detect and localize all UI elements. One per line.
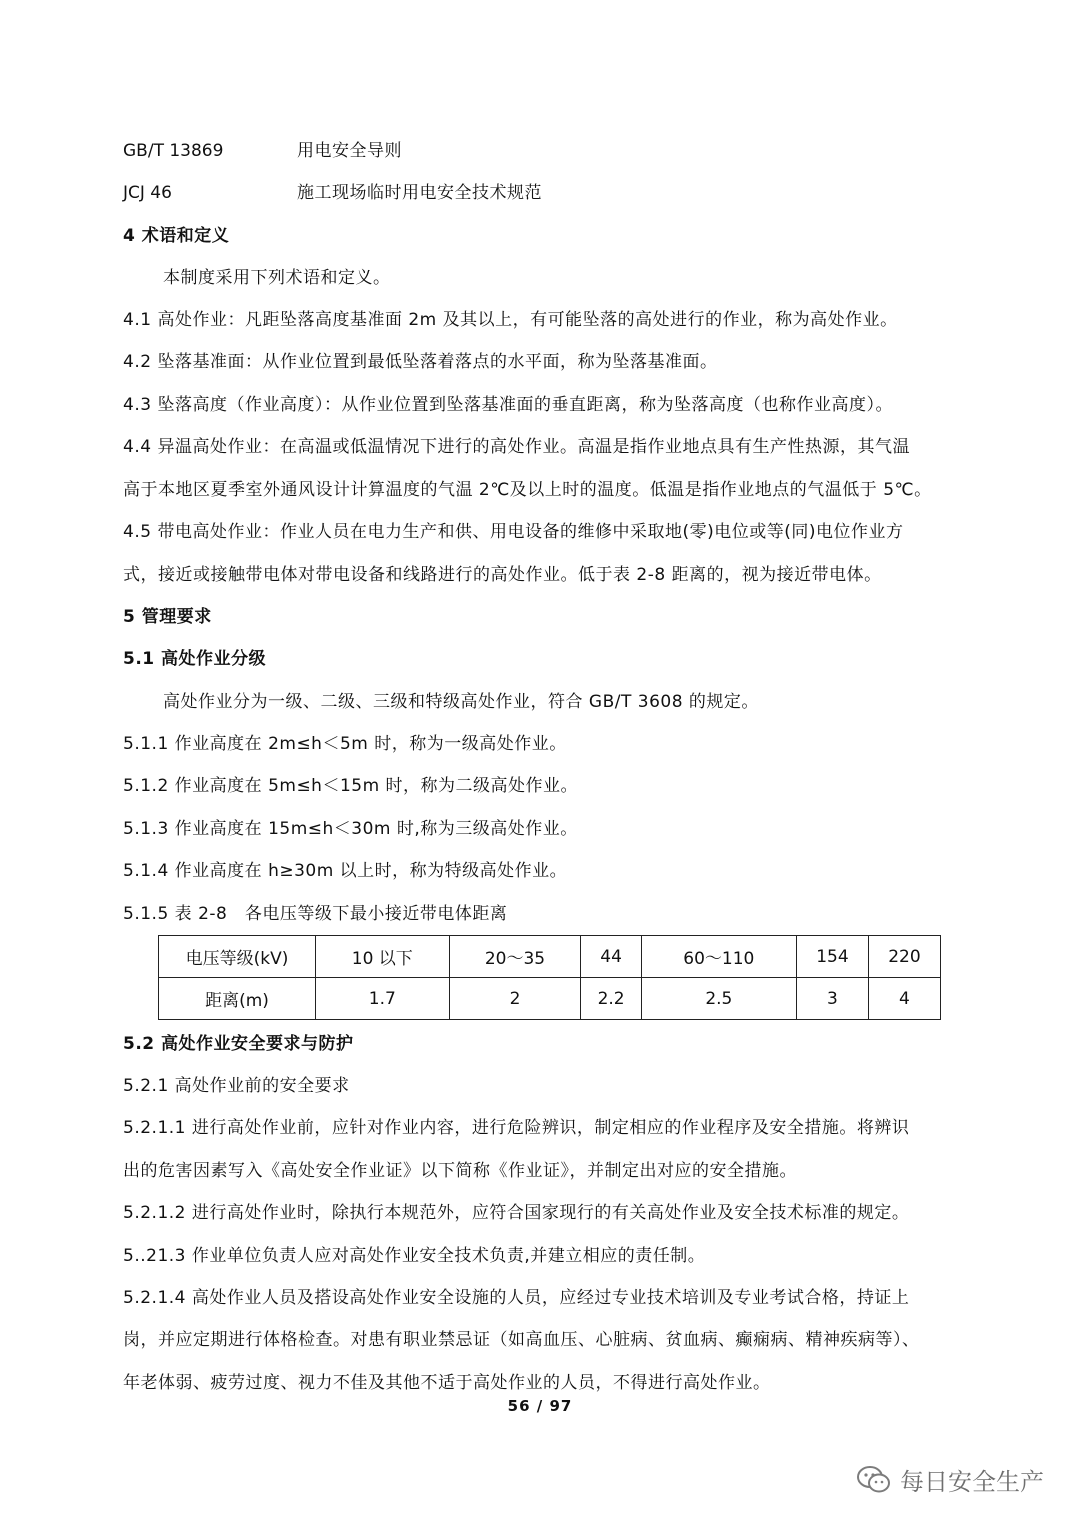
clause: 5..21.3 作业单位负责人应对高处作业安全技术负责,并建立相应的责任制。: [123, 1246, 706, 1266]
reference-title: 用电安全导则: [297, 141, 402, 161]
table-row: [159, 936, 941, 978]
clause: 4.1 高处作业：凡距坠落高度基准面 2m 及其以上，有可能坠落的高处进行的作业，称为高处作业。: [123, 310, 898, 330]
table-cell: 3: [796, 978, 868, 1020]
table-cell: 1.7: [316, 978, 450, 1020]
clause: 5.2.1.4 高处作业人员及搭设高处作业安全设施的人员，应经过专业技术培训及专业考试合格，持证上: [123, 1288, 910, 1308]
reference-code: GB/T 13869: [123, 141, 224, 161]
table-cell: 2.5: [641, 978, 796, 1020]
table-row: [159, 978, 941, 1020]
clause-continued: 式，接近或接触带电体对带电设备和线路进行的高处作业。低于表 2-8 距离的，视为接近带电体。: [123, 565, 882, 585]
table-cell: 2: [449, 978, 581, 1020]
clause: 5.1.2 作业高度在 5m≤h＜15m 时，称为二级高处作业。: [123, 776, 579, 796]
table-cell: 10 以下: [316, 936, 450, 978]
watermark-text: 每日安全生产: [900, 1468, 1044, 1496]
table-cell: 60～110: [641, 936, 796, 978]
table-cell: 220: [868, 936, 940, 978]
table-header-cell: 电压等级(kV): [159, 936, 316, 978]
table-cell: 20～35: [449, 936, 581, 978]
clause: 5.2.1.1 进行高处作业前，应针对作业内容，进行危险辨识，制定相应的作业程序及安全措施。将辨识: [123, 1118, 910, 1138]
distance-table: [158, 935, 941, 1020]
clause-continued: 年老体弱、疲劳过度、视力不佳及其他不适于高处作业的人员，不得进行高处作业。: [123, 1373, 771, 1393]
table-caption: 5.1.5 表 2-8 各电压等级下最小接近带电体距离: [123, 904, 508, 924]
clause-continued: 岗，并应定期进行体格检查。对患有职业禁忌证（如高血压、心脏病、贫血病、癫痫病、精神疾病等）、: [123, 1330, 920, 1350]
clause: 4.4 异温高处作业：在高温或低温情况下进行的高处作业。高温是指作业地点具有生产性热源，其气温: [123, 437, 910, 457]
page-number: 56 / 97: [507, 1397, 573, 1415]
clause: 5.1.3 作业高度在 15m≤h＜30m 时,称为三级高处作业。: [123, 819, 578, 839]
table-cell: 44: [581, 936, 641, 978]
clause: 5.1.4 作业高度在 h≥30m 以上时，称为特级高处作业。: [123, 861, 568, 881]
paragraph: 本制度采用下列术语和定义。: [163, 268, 391, 288]
wechat-icon: [856, 1465, 892, 1495]
table-cell: 4: [868, 978, 940, 1020]
paragraph: 高处作业分为一级、二级、三级和特级高处作业，符合 GB/T 3608 的规定。: [163, 692, 759, 712]
subsection-heading: 5.1 高处作业分级: [123, 649, 267, 669]
clause-continued: 高于本地区夏季室外通风设计计算温度的气温 2℃及以上时的温度。低温是指作业地点的气温低于 5℃。: [123, 480, 932, 500]
table-cell: 2.2: [581, 978, 641, 1020]
reference-code: JCJ 46: [123, 183, 172, 203]
table-cell: 154: [796, 936, 868, 978]
section-heading: 4 术语和定义: [123, 226, 230, 246]
section-heading: 5 管理要求: [123, 607, 212, 627]
clause: 5.1.1 作业高度在 2m≤h＜5m 时，称为一级高处作业。: [123, 734, 567, 754]
clause: 4.2 坠落基准面：从作业位置到最低坠落着落点的水平面，称为坠落基准面。: [123, 352, 718, 372]
table-header-cell: 距离(m): [159, 978, 316, 1020]
clause: 5.2.1.2 进行高处作业时，除执行本规范外，应符合国家现行的有关高处作业及安全技术标准的规定。: [123, 1203, 910, 1223]
clause: 4.3 坠落高度（作业高度）：从作业位置到坠落基准面的垂直距离，称为坠落高度（也称作业高度）。: [123, 395, 893, 415]
subsection-heading: 5.2 高处作业安全要求与防护: [123, 1034, 354, 1054]
watermark: [856, 1462, 1044, 1497]
reference-title: 施工现场临时用电安全技术规范: [297, 183, 542, 203]
clause: 5.2.1 高处作业前的安全要求: [123, 1076, 350, 1096]
clause-continued: 出的危害因素写入《高处安全作业证》以下简称《作业证》，并制定出对应的安全措施。: [123, 1161, 797, 1181]
clause: 4.5 带电高处作业：作业人员在电力生产和供、用电设备的维修中采取地(零)电位或等(同)电位作业方: [123, 522, 904, 542]
